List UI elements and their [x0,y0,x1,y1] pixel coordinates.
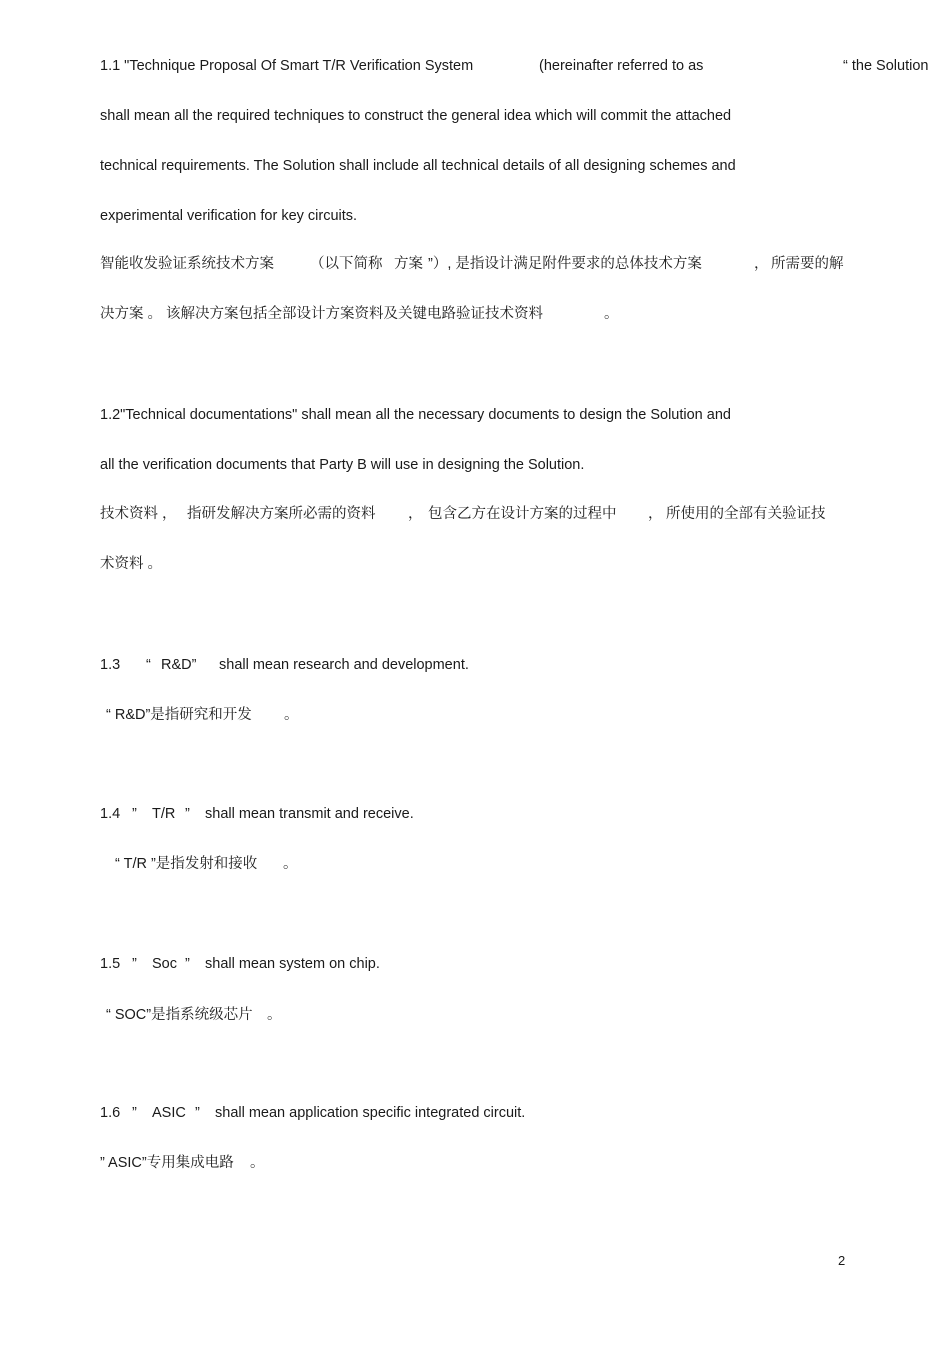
s1-6-close-quote: ” [195,1105,200,1121]
s1-5-zh-a: “ SOC”是指系统级芯片 [106,1007,253,1023]
s1-1-line2: shall mean all the required techniques to construct the general idea which will commit the attached [100,108,732,124]
s1-4-close-quote: ” [185,806,190,822]
s1-5-zh-b: 。 [267,1007,282,1023]
s1-2-zh1-a: 技术资料 ， [100,506,177,522]
s1-1-line4: experimental verification for key circuits. [100,208,358,224]
s1-6-open-quote: ” [132,1105,137,1121]
s1-4-zh-b: 。 [283,856,298,872]
s1-2-zh1-e: ， [648,506,663,522]
s1-1-line1-b: (hereinafter referred to as [539,58,704,74]
s1-5-term: Soc [152,956,177,972]
s1-2-zh1-c: ， [408,506,423,522]
s1-1-zh2-a: 决方案 。 该解决方案包括全部设计方案资料及关键电路验证技术资料 [100,306,544,322]
s1-2-zh2: 术资料 。 [100,556,163,572]
s1-3-definition: shall mean research and development. [219,657,469,673]
s1-6-definition: shall mean application specific integrated circuit. [215,1105,526,1121]
s1-4-open-quote: ” [132,806,137,822]
s1-2-zh1-f: 所使用的全部有关验证技 [666,506,826,522]
s1-2-zh1-d: 包含乙方在设计方案的过程中 [428,506,617,522]
s1-1-zh2-b: 。 [604,306,619,322]
s1-2-line2: all the verification documents that Party B will use in designing the Solution. [100,457,585,473]
s1-2-zh1-b: 指研发解决方案所必需的资料 [187,506,376,522]
s1-6-term: ASIC [152,1105,186,1121]
s1-3-zh-b: 。 [284,707,299,723]
s1-1-line3: technical requirements. The Solution shall include all technical details of all designing schemes and [100,158,736,174]
s1-3-open-quote: “ [146,657,151,673]
s1-1-zh1-f: 所需要的解 [771,256,844,272]
s1-5-definition: shall mean system on chip. [205,956,380,972]
s1-4-number: 1.4 [100,806,121,822]
s1-6-number: 1.6 [100,1105,121,1121]
s1-5-number: 1.5 [100,956,121,972]
s1-4-zh-a: “ T/R ”是指发射和接收 [115,856,258,872]
s1-4-definition: shall mean transmit and receive. [205,806,414,822]
s1-5-open-quote: ” [132,956,137,972]
s1-2-line1: 1.2"Technical documentations" shall mean all the necessary documents to design the Solution and [100,407,731,423]
s1-1-zh1-b: （以下简称 [310,256,383,272]
s1-3-zh-a: “ R&D”是指研究和开发 [106,707,252,723]
s1-1-zh1-e: ， [754,256,769,272]
s1-1-line1-c: “ the Solution [843,58,929,74]
s1-6-zh-a: ” ASIC”专用集成电路 [100,1155,234,1171]
s1-1-zh1-a: 智能收发验证系统技术方案 [100,256,274,272]
s1-1-zh1-d: ”）, 是指设计满足附件要求的总体技术方案 [428,256,702,272]
page-number: 2 [838,1253,846,1268]
s1-3-number: 1.3 [100,657,121,673]
s1-6-zh-b: 。 [250,1155,265,1171]
s1-1-zh1-c: 方案 [394,256,423,272]
s1-5-close-quote: ” [185,956,190,972]
s1-1-line1-a: 1.1 "Technique Proposal Of Smart T/R Verification System [100,58,474,74]
s1-3-term: R&D” [161,657,197,673]
s1-4-term: T/R [152,806,176,822]
